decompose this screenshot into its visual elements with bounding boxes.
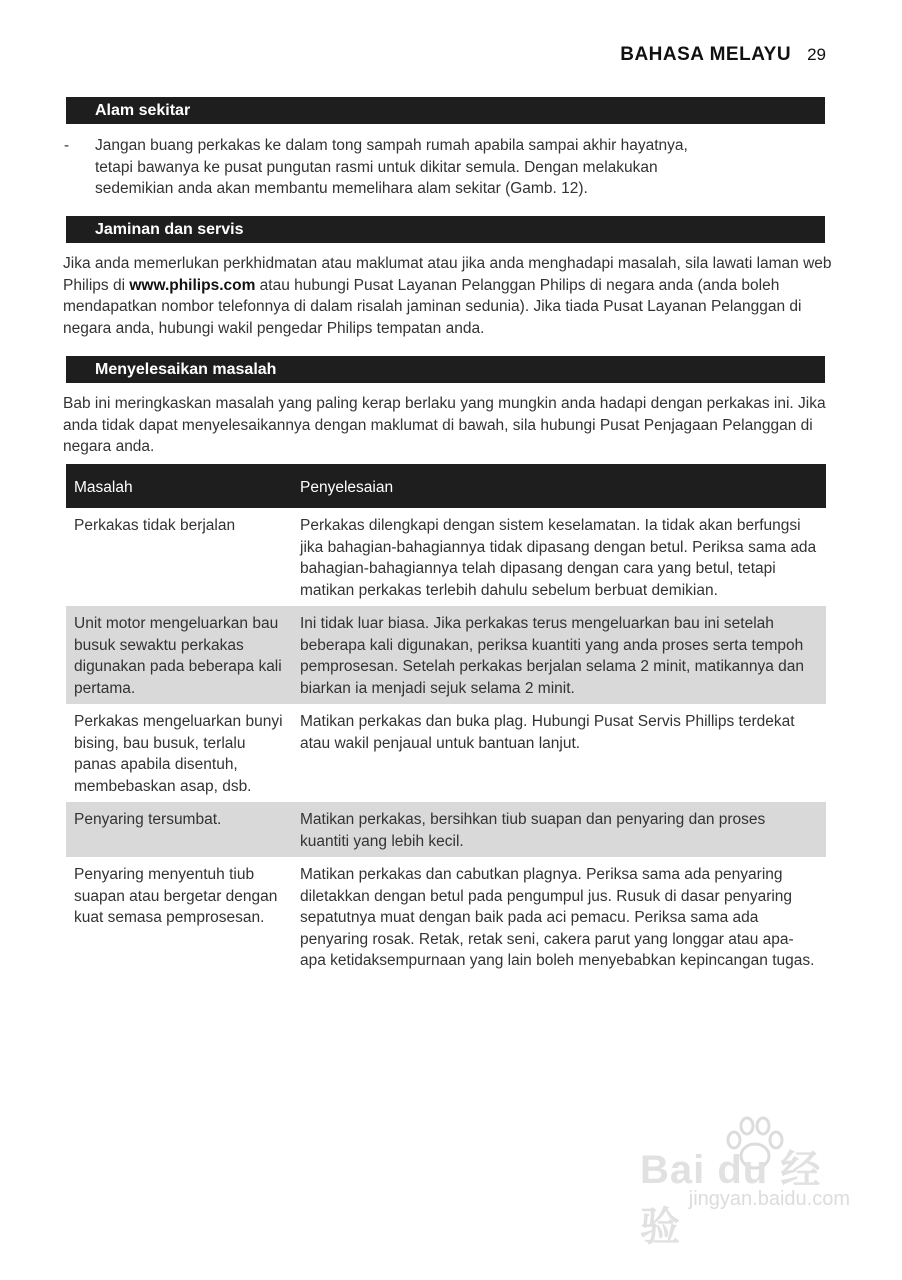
solution-cell: Matikan perkakas dan buka plag. Hubungi Pusat Servis Phillips terdekat atau wakil penjaual untuk bantuan lanjut. bbox=[300, 713, 795, 752]
baidu-watermark bbox=[640, 1114, 850, 1249]
page-number: 29 bbox=[807, 45, 826, 64]
troubleshooting-table bbox=[66, 464, 826, 977]
table-row bbox=[66, 508, 826, 606]
table-row bbox=[66, 704, 826, 802]
section-heading-guarantee: Jaminan dan servis bbox=[66, 216, 825, 243]
table-row bbox=[66, 857, 826, 977]
environment-text: Jangan buang perkakas ke dalam tong sampah rumah apabila sampai akhir hayatnya, tetapi bawanya ke pusat pungutan rasmi untuk dikitar semula. Dengan melakukan sedemikian anda akan membantu memelihara alam sekitar (Gamb. 12). bbox=[95, 137, 688, 197]
problem-cell: Perkakas tidak berjalan bbox=[74, 517, 236, 534]
table-row bbox=[66, 606, 826, 704]
solution-cell: Matikan perkakas, bersihkan tiub suapan dan penyaring dan proses kuantiti yang lebih kecil. bbox=[292, 802, 826, 857]
problem-cell: Perkakas mengeluarkan bunyi bising, bau busuk, terlalu panas apabila disentuh, membebaskan asap, dsb. bbox=[74, 713, 283, 795]
column-header-solution: Penyelesaian bbox=[292, 464, 826, 508]
philips-website-link[interactable]: www.philips.com bbox=[129, 276, 256, 294]
language-label: BAHASA MELAYU bbox=[620, 44, 792, 65]
problem-cell: Unit motor mengeluarkan bau busuk sewaktu perkakas digunakan pada beberapa kali pertama. bbox=[66, 606, 292, 704]
watermark-logo: Bai du 经验 bbox=[640, 1148, 822, 1249]
solution-cell: Perkakas dilengkapi dengan sistem keselamatan. Ia tidak akan berfungsi jika bahagian-bahagiannya tidak dipasang dengan betul. Periksa sama ada bahagian-bahagiannya telah dipasang dengan cara yang betul, tetapi matikan perkakas terlebih dahulu sebelum berbuat demikian. bbox=[300, 517, 817, 599]
bullet-dash: - bbox=[64, 137, 70, 154]
problem-cell: Penyaring menyentuh tiub suapan atau bergetar dengan kuat semasa pemprosesan. bbox=[74, 866, 278, 926]
troubleshooting-intro: Bab ini meringkaskan masalah yang paling kerap berlaku yang mungkin anda hadapi dengan perkakas ini. Jika anda tidak dapat menyelesaikannya dengan maklumat di bawah, sila hubungi Pusat Penjagaan Pelanggan di negara anda. bbox=[63, 395, 826, 455]
section-heading-troubleshooting: Menyelesaikan masalah bbox=[66, 356, 825, 383]
guarantee-text-after: atau hubungi Pusat Layanan Pelanggan Philips di negara anda (anda boleh mendapatkan nombor telefonnya di dalam risalah jaminan sedunia). Jika tiada Pusat Layanan Pelanggan di negara anda, hubungi wakil pengedar Philips tempatan anda. bbox=[63, 276, 802, 337]
guarantee-paragraph bbox=[63, 253, 833, 339]
solution-cell: Ini tidak luar biasa. Jika perkakas terus mengeluarkan bau ini setelah beberapa kali digunakan, periksa kuantiti yang anda proses serta tempoh pemprosesan. Setelah perkakas berjalan selama 2 minit, matikannya dan biarkan ia menjadi sejuk selama 2 minit. bbox=[292, 606, 826, 704]
watermark-url: jingyan.baidu.com bbox=[688, 1188, 850, 1210]
solution-cell: Matikan perkakas dan cabutkan plagnya. Periksa sama ada penyaring diletakkan dengan betul pada pengumpul jus. Rusuk di dasar penyaring sepatutnya muat dengan baik pada aci pemacu. Periksa sama ada penyaring rosak. Retak, retak seni, cakera parut yang longgar atau apa-apa ketidaksempurnaan yang lain boleh menyebabkan kepincangan tugas. bbox=[300, 866, 815, 969]
problem-cell: Penyaring tersumbat. bbox=[66, 802, 292, 857]
table-row bbox=[66, 802, 826, 857]
table-header-row bbox=[66, 464, 826, 508]
section-heading-environment: Alam sekitar bbox=[66, 97, 825, 124]
guarantee-text-before: Jika anda memerlukan perkhidmatan atau maklumat atau jika anda menghadapi masalah, sila lawati laman web Philips di bbox=[63, 255, 832, 294]
environment-bullet-item bbox=[64, 135, 824, 200]
page-header bbox=[620, 44, 826, 66]
column-header-problem: Masalah bbox=[66, 464, 292, 508]
